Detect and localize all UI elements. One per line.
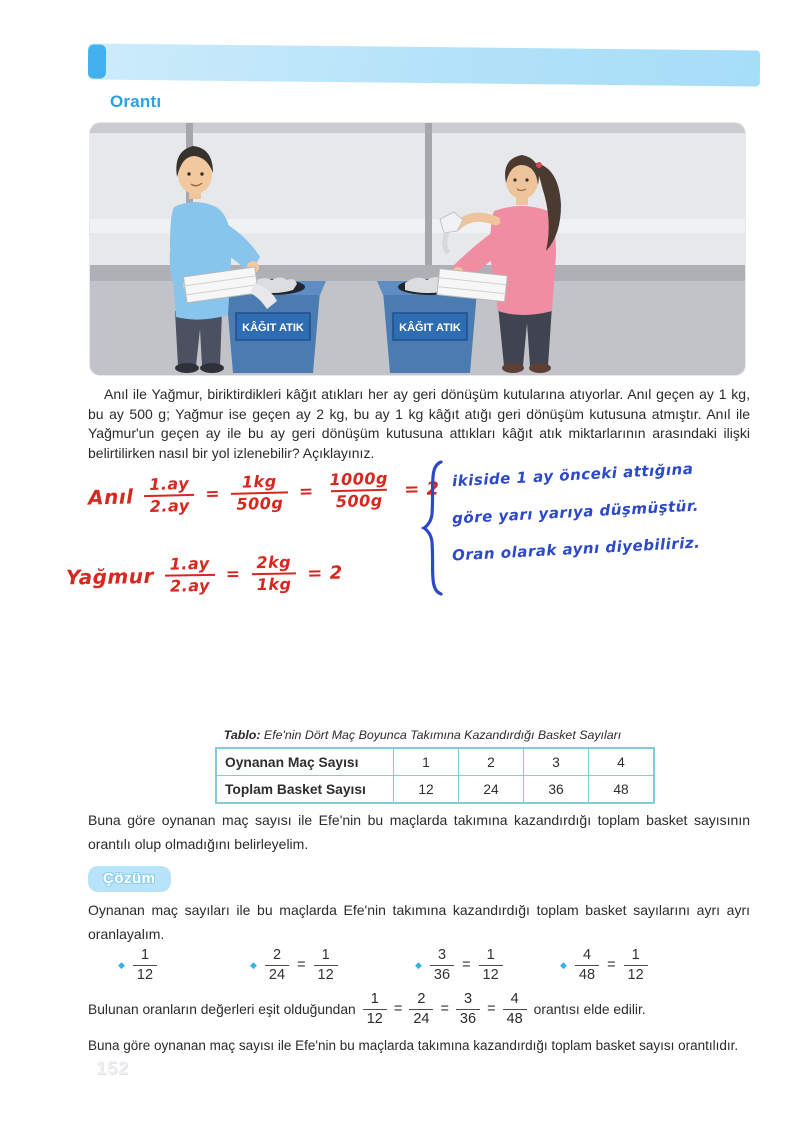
blue-brace — [419, 458, 445, 603]
yagmur-label: Yağmur — [65, 563, 155, 590]
denominator: 36 — [456, 1009, 480, 1029]
fraction — [324, 469, 394, 513]
equals-sign: = — [205, 484, 221, 505]
diamond-bullet-icon: ◆ — [250, 959, 257, 970]
numerator: 1 — [140, 947, 150, 963]
equals-sign: = — [225, 564, 241, 585]
bin-label-left: KÂĞIT ATIK — [242, 322, 304, 334]
fraction — [409, 990, 433, 1029]
solution-badge: Çözüm — [88, 866, 171, 892]
fraction — [363, 990, 387, 1029]
denominator: 24 — [265, 965, 289, 985]
row-header: Oynanan Maç Sayısı — [216, 748, 394, 776]
numerator: 2kg — [256, 552, 292, 573]
fraction — [479, 946, 503, 985]
numerator: 1 — [370, 991, 379, 1007]
numerator: 1kg — [241, 471, 277, 492]
recycling-illustration — [90, 123, 745, 375]
fraction — [165, 554, 216, 597]
denominator: 12 — [363, 1009, 387, 1029]
table-cell: 48 — [589, 776, 655, 804]
blue-note-line-3: Oran olarak aynı diyebiliriz. — [451, 533, 701, 565]
denominator: 500g — [231, 491, 288, 514]
table-row — [216, 776, 654, 804]
ratio-item-3 — [415, 946, 503, 985]
fraction — [503, 990, 527, 1029]
denominator: 12 — [479, 965, 503, 985]
numerator: 2 — [272, 947, 282, 963]
fraction — [265, 946, 289, 985]
numerator: 1.ay — [148, 473, 190, 494]
fraction — [314, 946, 338, 985]
numerator: 3 — [463, 991, 473, 1007]
solution-intro: Buna göre oynanan maç sayısı ile Efe'nin bu maçlarda takımına kazandırdığı toplam basket sayısının orantılı olup olmadığını belirleyelim. — [88, 812, 750, 852]
fraction — [575, 946, 599, 985]
blue-note-line-2: göre yarı yarıya düşmüştür. — [451, 496, 700, 528]
equals-sign: = — [393, 1001, 403, 1018]
problem-text: Anıl ile Yağmur, biriktirdikleri kâğıt atıkları her ay geri dönüşüm kutularına atıyorlar. Anıl geçen ay 1 kg, bu ay 500 g; Yağmur ise geçen ay 2 kg, bu ay 1 kg kâğıt atığı geri dönüşüm kutusuna atmıştır. Anıl ile Yağmur'un geçen ay ile bu ay geri dönüşüm kutusuna attıkları kâğıt atık miktarlarının arasındaki ilişki belirtilirken nasıl bir yol izlenebilir? Açıklayınız. — [88, 386, 750, 461]
handwritten-yagmur-equation — [66, 552, 343, 599]
denominator: 2.ay — [165, 574, 215, 597]
equals-sign: = — [487, 1001, 496, 1018]
table-cell: 2 — [459, 748, 524, 776]
table-cell: 1 — [394, 748, 459, 776]
match-basket-table — [215, 747, 655, 804]
solution-step-text: Oynanan maç sayıları ile bu maçlarda Efe'nin takımına kazandırdığı toplam basket sayılarını ayrı ayrı oranlayalım. — [88, 902, 750, 942]
table-caption-text: Efe'nin Dört Maç Boyunca Takımına Kazandırdığı Basket Sayıları — [260, 728, 622, 742]
equals-sign: = — [298, 481, 314, 503]
equals-sign: = — [297, 957, 306, 974]
window-mullion-right — [425, 123, 432, 265]
blue-note-line-1: ikiside 1 ay önceki attığına — [451, 459, 694, 491]
table-cell: 4 — [589, 748, 655, 776]
numerator: 3 — [437, 947, 447, 963]
fraction — [144, 474, 195, 517]
fraction — [430, 946, 454, 985]
numerator: 1000g — [329, 468, 389, 490]
fraction — [456, 990, 480, 1029]
denominator: 12 — [314, 965, 338, 985]
denominator: 24 — [409, 1009, 433, 1029]
numerator: 1 — [631, 947, 640, 963]
table-cell: 3 — [524, 748, 589, 776]
numerator: 2 — [417, 991, 426, 1007]
equals-sign: = — [440, 1001, 449, 1018]
table-row — [216, 748, 654, 776]
hair-tie — [536, 162, 542, 168]
section-header-tab — [88, 44, 106, 78]
diamond-bullet-icon: ◆ — [560, 959, 567, 970]
numerator: 4 — [582, 947, 592, 963]
denominator: 48 — [503, 1009, 527, 1029]
section-header-bar — [88, 43, 760, 86]
equation-result: = 2 — [403, 477, 440, 500]
denominator: 36 — [430, 965, 454, 985]
row-header: Toplam Basket Sayısı — [216, 776, 394, 804]
table-cell: 24 — [459, 776, 524, 804]
denominator: 12 — [133, 965, 157, 985]
page-title: Orantı — [110, 92, 162, 111]
denominator: 48 — [575, 965, 599, 985]
equals-sign: = — [462, 957, 471, 974]
ratio-item-2 — [250, 946, 338, 985]
fraction — [133, 946, 157, 985]
fraction — [624, 946, 648, 985]
denominator: 2.ay — [144, 494, 195, 517]
equals-sign: = — [607, 957, 616, 974]
numerator: 1.ay — [169, 553, 210, 574]
fraction — [251, 552, 296, 595]
conclusion-suffix: orantısı elde edilir. — [533, 1001, 646, 1017]
conclusion-prefix: Bulunan oranların değerleri eşit olduğundan — [88, 1001, 356, 1017]
ratio-item-1 — [118, 946, 157, 985]
final-statement: Buna göre oynanan maç sayısı ile Efe'nin bu maçlarda takımına kazandırdığı toplam basket sayısı orantılıdır. — [88, 1038, 739, 1053]
denominator: 1kg — [252, 572, 297, 595]
table-cell: 36 — [524, 776, 589, 804]
denominator: 12 — [624, 965, 648, 985]
illustration-svg — [90, 123, 745, 375]
conclusion-line — [88, 990, 756, 1029]
numerator: 4 — [510, 991, 519, 1007]
handwritten-anil-equation — [88, 467, 441, 518]
fraction — [231, 471, 289, 514]
denominator: 500g — [331, 489, 388, 512]
anil-label: Anıl — [87, 484, 134, 510]
bin-label-right: KÂĞIT ATIK — [399, 322, 461, 334]
diamond-bullet-icon: ◆ — [415, 959, 422, 970]
numerator: 1 — [321, 947, 330, 963]
diamond-bullet-icon: ◆ — [118, 959, 125, 970]
equation-result: = 2 — [307, 562, 343, 584]
table-caption-label: Tablo: — [223, 728, 261, 742]
table-cell: 12 — [394, 776, 459, 804]
page-number: 152 — [96, 1058, 130, 1078]
table-caption — [170, 728, 675, 742]
ratio-item-4 — [560, 946, 648, 985]
numerator: 1 — [486, 947, 495, 963]
